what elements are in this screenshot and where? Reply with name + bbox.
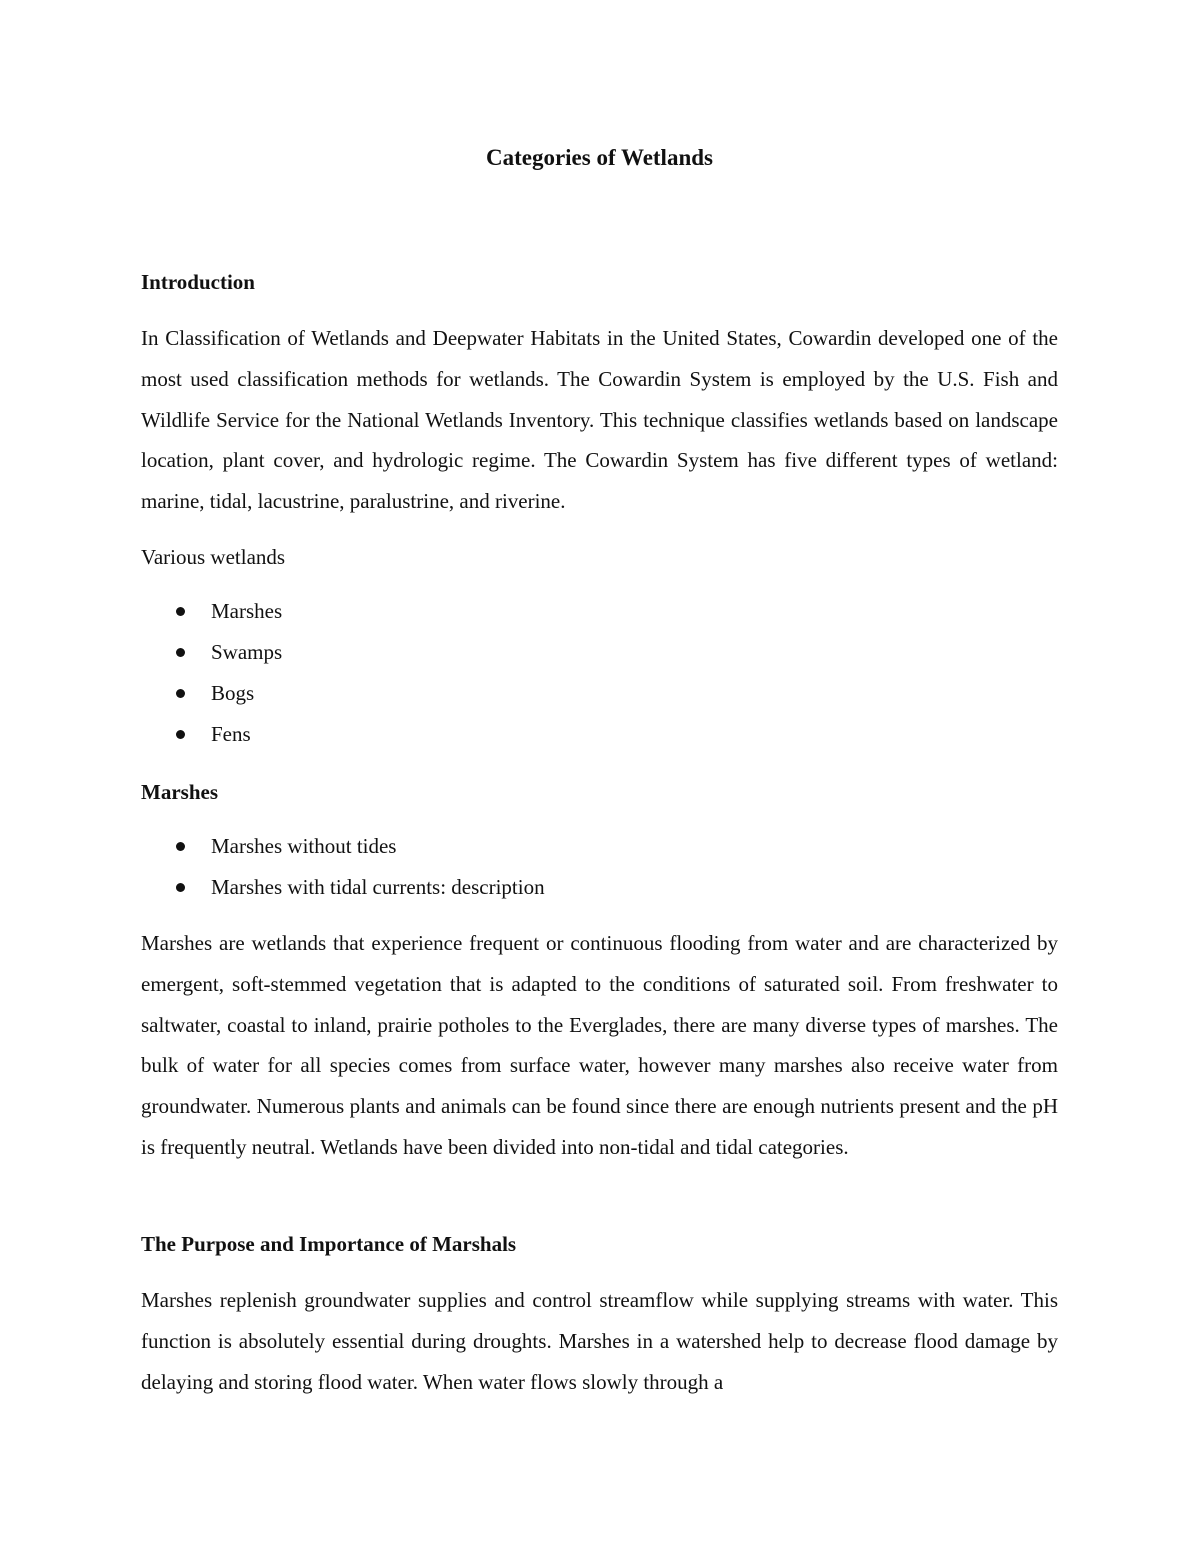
purpose-paragraph: Marshes replenish groundwater supplies and control streamflow while supplying streams with water. This function is absolutely essential during droughts. Marshes in a watershed help to decrease flood damage by delaying and storing flood water. When water flows slowly through a	[141, 1288, 1058, 1394]
bullet-icon	[176, 607, 185, 616]
bullet-icon	[176, 730, 185, 739]
introduction-paragraph: In Classification of Wetlands and Deepwater Habitats in the United States, Cowardin developed one of the most used classification methods for wetlands. The Cowardin System is employed by the U.S. Fish and Wildlife Service for the National Wetlands Inventory. This technique classifies wetlands based on landscape location, plant cover, and hydrologic regime. The Cowardin System has five different types of wetland: marine, tidal, lacustrine, paralustrine, and riverine.	[141, 326, 1058, 514]
bullet-icon	[176, 689, 185, 698]
various-wetlands-label: Various wetlands	[141, 545, 286, 569]
document-title: Categories of Wetlands	[485, 145, 713, 170]
introduction-heading: Introduction	[141, 270, 255, 294]
marshes-heading: Marshes	[141, 780, 218, 804]
bullet-icon	[176, 648, 185, 657]
list-item: Marshes without tides	[141, 826, 545, 867]
list-item: Fens	[141, 714, 282, 755]
bullet-icon	[176, 883, 185, 892]
wetland-types-list	[141, 591, 282, 755]
bullet-icon	[176, 842, 185, 851]
list-item: Swamps	[141, 632, 282, 673]
marsh-types-list	[141, 826, 545, 908]
list-item: Bogs	[141, 673, 282, 714]
purpose-heading: The Purpose and Importance of Marshals	[141, 1232, 517, 1256]
marshes-paragraph: Marshes are wetlands that experience frequent or continuous flooding from water and are characterized by emergent, soft-stemmed vegetation that is adapted to the conditions of saturated soil. From freshwater to saltwater, coastal to inland, prairie potholes to the Everglades, there are many diverse types of marshes. The bulk of water for all species comes from surface water, however many marshes also receive water from groundwater. Numerous plants and animals can be found since there are enough nutrients present and the pH is frequently neutral. Wetlands have been divided into non-tidal and tidal categories.	[141, 931, 1058, 1159]
list-item: Marshes	[141, 591, 282, 632]
list-item: Marshes with tidal currents: description	[141, 867, 545, 908]
